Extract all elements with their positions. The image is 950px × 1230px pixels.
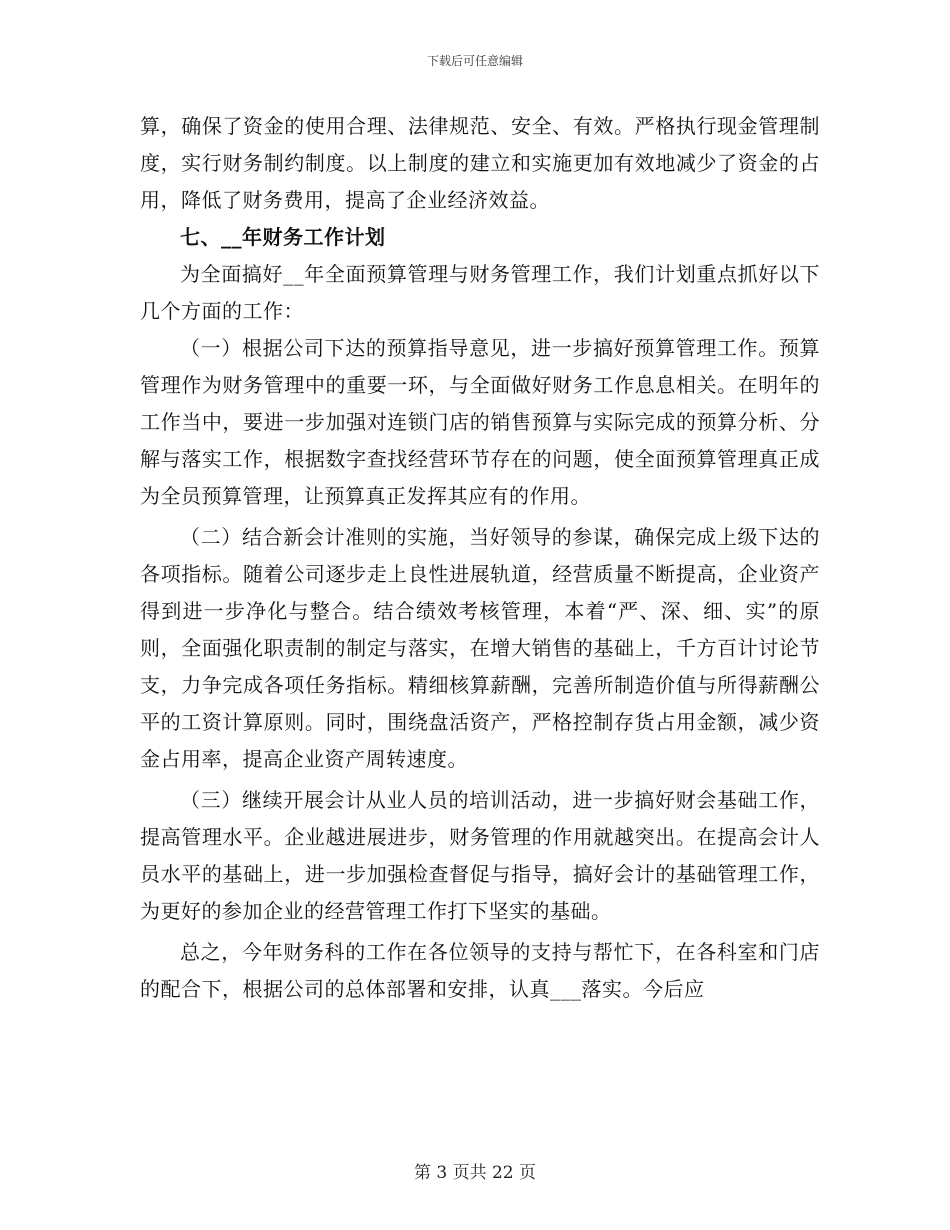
paragraph-continuation: 算，确保了资金的使用合理、法律规范、安全、有效。严格执行现金管理制度，实行财务制约制度。以上制度的建立和实施更加有效地减少了资金的占用，降低了财务费用，提高了企业经济效益。 [140, 114, 820, 212]
page-number: 第 3 页共 22 页 [413, 1163, 537, 1183]
paragraph-item-3: （三）继续开展会计从业人员的培训活动，进一步搞好财会基础工作，提高管理水平。企业越进展进步，财务管理的作用就越突出。在提高会计人员水平的基础上，进一步加强检查督促与指导，搞好会计的基础管理工作，为更好的参加企业的经营管理工作打下坚实的基础。 [140, 788, 820, 923]
paragraph-summary: 总之，今年财务科的工作在各位领导的支持与帮忙下，在各科室和门店的配合下，根据公司的总体部署和安排，认真___落实。今后应 [140, 940, 820, 1001]
paragraph-item-1: （一）根据公司下达的预算指导意见，进一步搞好预算管理工作。预算管理作为财务管理中的重要一环，与全面做好财务工作息息相关。在明年的工作当中，要进一步加强对连锁门店的销售预算与实际完成的预算分析、分解与落实工作，根据数字查找经营环节存在的问题，使全面预算管理真正成为全员预算管理，让预算真正发挥其应有的作用。 [140, 336, 820, 508]
section-heading: 七、__年财务工作计划 [180, 225, 386, 249]
page-header: 下载后可任意编辑 [426, 54, 523, 68]
paragraph-item-2: （二）结合新会计准则的实施，当好领导的参谋，确保完成上级下达的各项指标。随着公司逐步走上良性进展轨道，经营质量不断提高，企业资产得到进一步净化与整合。结合绩效考核管理，本着“严、深、细、实”的原则，全面强化职责制的制定与落实，在增大销售的基础上，千方百计讨论节支，力争完成各项任务指标。精细核算薪酬，完善所制造价值与所得薪酬公平的工资计算原则。同时，围绕盘活资产，严格控制存货占用金额，减少资金占用率，提高企业资产周转速度。 [140, 525, 820, 771]
paragraph-intro: 为全面搞好__年全面预算管理与财务管理工作，我们计划重点抓好以下几个方面的工作： [140, 262, 820, 323]
document-body [140, 108, 820, 1008]
